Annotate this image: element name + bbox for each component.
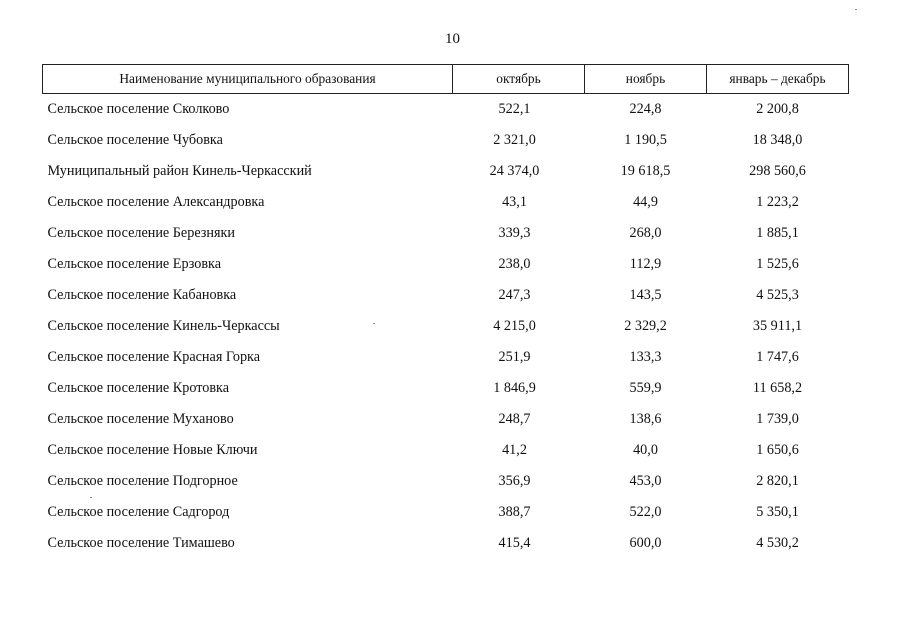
november-value: 600,0 — [629, 535, 662, 551]
november-value: 138,6 — [629, 411, 662, 427]
table-row — [43, 435, 849, 466]
jan-dec-value: 1 525,6 — [756, 256, 799, 272]
table-row — [43, 466, 849, 497]
november-value: 522,0 — [629, 504, 662, 520]
table-row — [43, 528, 849, 559]
page-number: 10 — [445, 31, 460, 47]
november-value: 44,9 — [633, 194, 658, 210]
table-row — [43, 311, 849, 342]
scan-speck — [90, 497, 92, 498]
municipality-name: Сельское поселение Александровка — [47, 194, 265, 210]
municipality-name: Сельское поселение Сколково — [47, 101, 230, 117]
municipality-name: Сельское поселение Красная Горка — [47, 349, 261, 365]
scan-speck — [855, 9, 857, 10]
municipality-name: Сельское поселение Новые Ключи — [47, 442, 258, 458]
jan-dec-value: 1 739,0 — [756, 411, 799, 427]
october-value: 24 374,0 — [489, 163, 540, 179]
table-row — [43, 373, 849, 404]
jan-dec-value: 1 650,6 — [756, 442, 799, 458]
october-value: 4 215,0 — [493, 318, 536, 334]
jan-dec-value: 2 200,8 — [756, 101, 799, 117]
november-value: 1 190,5 — [624, 132, 667, 148]
october-value: 522,1 — [498, 101, 531, 117]
table-row — [43, 280, 849, 311]
budget-table — [42, 64, 849, 559]
jan-dec-value: 1 747,6 — [756, 349, 799, 365]
table-row — [43, 156, 849, 187]
municipality-name: Сельское поселение Тимашево — [47, 535, 235, 551]
municipality-name: Сельское поселение Ерзовка — [47, 256, 221, 272]
october-value: 248,7 — [498, 411, 531, 427]
october-value: 339,3 — [498, 225, 531, 241]
jan-dec-value: 11 658,2 — [752, 380, 803, 396]
jan-dec-value: 298 560,6 — [749, 163, 806, 179]
table-row — [43, 497, 849, 528]
budget-table-container — [42, 64, 848, 559]
november-value: 559,9 — [629, 380, 662, 396]
table-row — [43, 249, 849, 280]
jan-dec-value: 4 525,3 — [756, 287, 799, 303]
october-value: 415,4 — [498, 535, 531, 551]
municipality-name: Сельское поселение Муханово — [47, 411, 234, 427]
table-row — [43, 404, 849, 435]
table-body — [43, 94, 849, 560]
header-row — [43, 65, 849, 94]
october-value: 388,7 — [498, 504, 531, 520]
october-value: 247,3 — [498, 287, 531, 303]
november-value: 453,0 — [629, 473, 662, 489]
municipality-name: Сельское поселение Чубовка — [47, 132, 223, 148]
table-row — [43, 187, 849, 218]
november-value: 224,8 — [629, 101, 662, 117]
jan-dec-value: 1 223,2 — [756, 194, 799, 210]
jan-dec-value: 4 530,2 — [756, 535, 799, 551]
jan-dec-value: 35 911,1 — [752, 318, 803, 334]
november-value: 268,0 — [629, 225, 662, 241]
municipality-name: Сельское поселение Березняки — [47, 225, 235, 241]
table-row — [43, 94, 849, 126]
jan-dec-value: 18 348,0 — [752, 132, 803, 148]
november-value: 143,5 — [629, 287, 662, 303]
october-value: 2 321,0 — [493, 132, 536, 148]
jan-dec-value: 5 350,1 — [756, 504, 799, 520]
table-row — [43, 342, 849, 373]
municipality-name: Сельское поселение Кинель-Черкассы — [47, 318, 280, 334]
jan-dec-value: 2 820,1 — [756, 473, 799, 489]
municipality-name: Сельское поселение Кабановка — [47, 287, 237, 303]
table-row — [43, 125, 849, 156]
header-november: ноябрь — [585, 65, 707, 94]
header-name: Наименование муниципального образования — [43, 65, 453, 94]
municipality-name: Сельское поселение Кротовка — [47, 380, 230, 396]
header-october: октябрь — [453, 65, 585, 94]
october-value: 356,9 — [498, 473, 531, 489]
october-value: 41,2 — [502, 442, 527, 458]
municipality-name: Сельское поселение Подгорное — [47, 473, 238, 489]
scan-speck — [373, 323, 375, 324]
november-value: 19 618,5 — [620, 163, 671, 179]
jan-dec-value: 1 885,1 — [756, 225, 799, 241]
november-value: 2 329,2 — [624, 318, 667, 334]
november-value: 112,9 — [629, 256, 662, 272]
november-value: 40,0 — [633, 442, 658, 458]
october-value: 43,1 — [502, 194, 527, 210]
october-value: 251,9 — [498, 349, 531, 365]
october-value: 238,0 — [498, 256, 531, 272]
table-row — [43, 218, 849, 249]
october-value: 1 846,9 — [493, 380, 536, 396]
table-header — [43, 65, 849, 94]
header-jan-dec: январь – декабрь — [707, 65, 849, 94]
municipality-name: Сельское поселение Садгород — [47, 504, 230, 520]
november-value: 133,3 — [629, 349, 662, 365]
municipality-name: Муниципальный район Кинель-Черкасский — [47, 163, 312, 179]
